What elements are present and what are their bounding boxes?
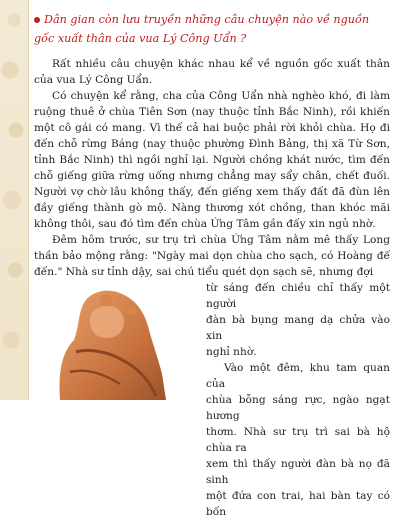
terracotta-statue-image: [40, 282, 170, 400]
page-side-ornament: [0, 0, 29, 400]
wrapped-line: nghỉ nhờ.: [206, 346, 257, 358]
bullet-icon: [34, 17, 40, 23]
wrapped-line: từ sáng đến chiều chỉ thấy một người: [206, 282, 390, 310]
section-heading: [34, 10, 390, 48]
wrapped-line: đàn bà bụng mang dạ chửa vào xin: [206, 314, 390, 342]
wrapped-line: chùa bỗng sáng rực, ngào ngạt hương: [206, 394, 390, 422]
heading-text: Dân gian còn lưu truyền những câu chuyện nào về nguồn gốc xuất thân của vua Lý Công Uẩn ?: [34, 13, 370, 45]
paragraph-2: Có chuyện kể rằng, cha của Công Uẩn nhà nghèo khó, đi làm ruộng thuê ở chùa Tiên Sơn (nay thuộc tỉnh Bắc Ninh), rồi khiến một cô gái có mang. Vì thế cả hai buộc phải rời khỏi chùa. Họ đi đến chỗ rừng Báng (nay thuộc phường Đình Bảng, thị xã Từ Sơn, tỉnh Bắc Ninh) thì ngồi nghỉ lại. Người chồng khát nước, tìm đến chỗ giếng giữa rừng uống nhưng chẳng may sẩy chân, chết đuối. Người vợ chờ lâu không thấy, đến giếng xem thấy đất đã đùn lên đầy giếng thành gò mộ. Nàng thương xót chồng, than khóc mãi không thôi, sau đó tìm đến chùa Ứng Tâm gần đấy xin ngủ nhờ.: [34, 90, 390, 230]
wrapped-line: Vào một đêm, khu tam quan của: [206, 362, 390, 390]
paragraph-1: Rất nhiều câu chuyện khác nhau kể về nguồn gốc xuất thân của vua Lý Công Uẩn.: [34, 58, 390, 86]
wrapped-line: xem thì thấy người đàn bà nọ đã sinh: [206, 458, 390, 486]
wrapped-line: thơm. Nhà sư trụ trì sai bà hộ chùa ra: [206, 426, 390, 454]
paragraph-3: Đêm hôm trước, sư trụ trì chùa Ứng Tâm nằm mê thấy Long thần bảo mộng rằng: "Ngày mai dọn chùa cho sạch, có Hoàng đế đến." Nhà sư tỉnh dậy, sai chú tiểu quét dọn sạch sẽ, nhưng đợi: [34, 234, 390, 278]
wrapped-line: một đứa con trai, hai bàn tay có bốn: [206, 490, 390, 518]
